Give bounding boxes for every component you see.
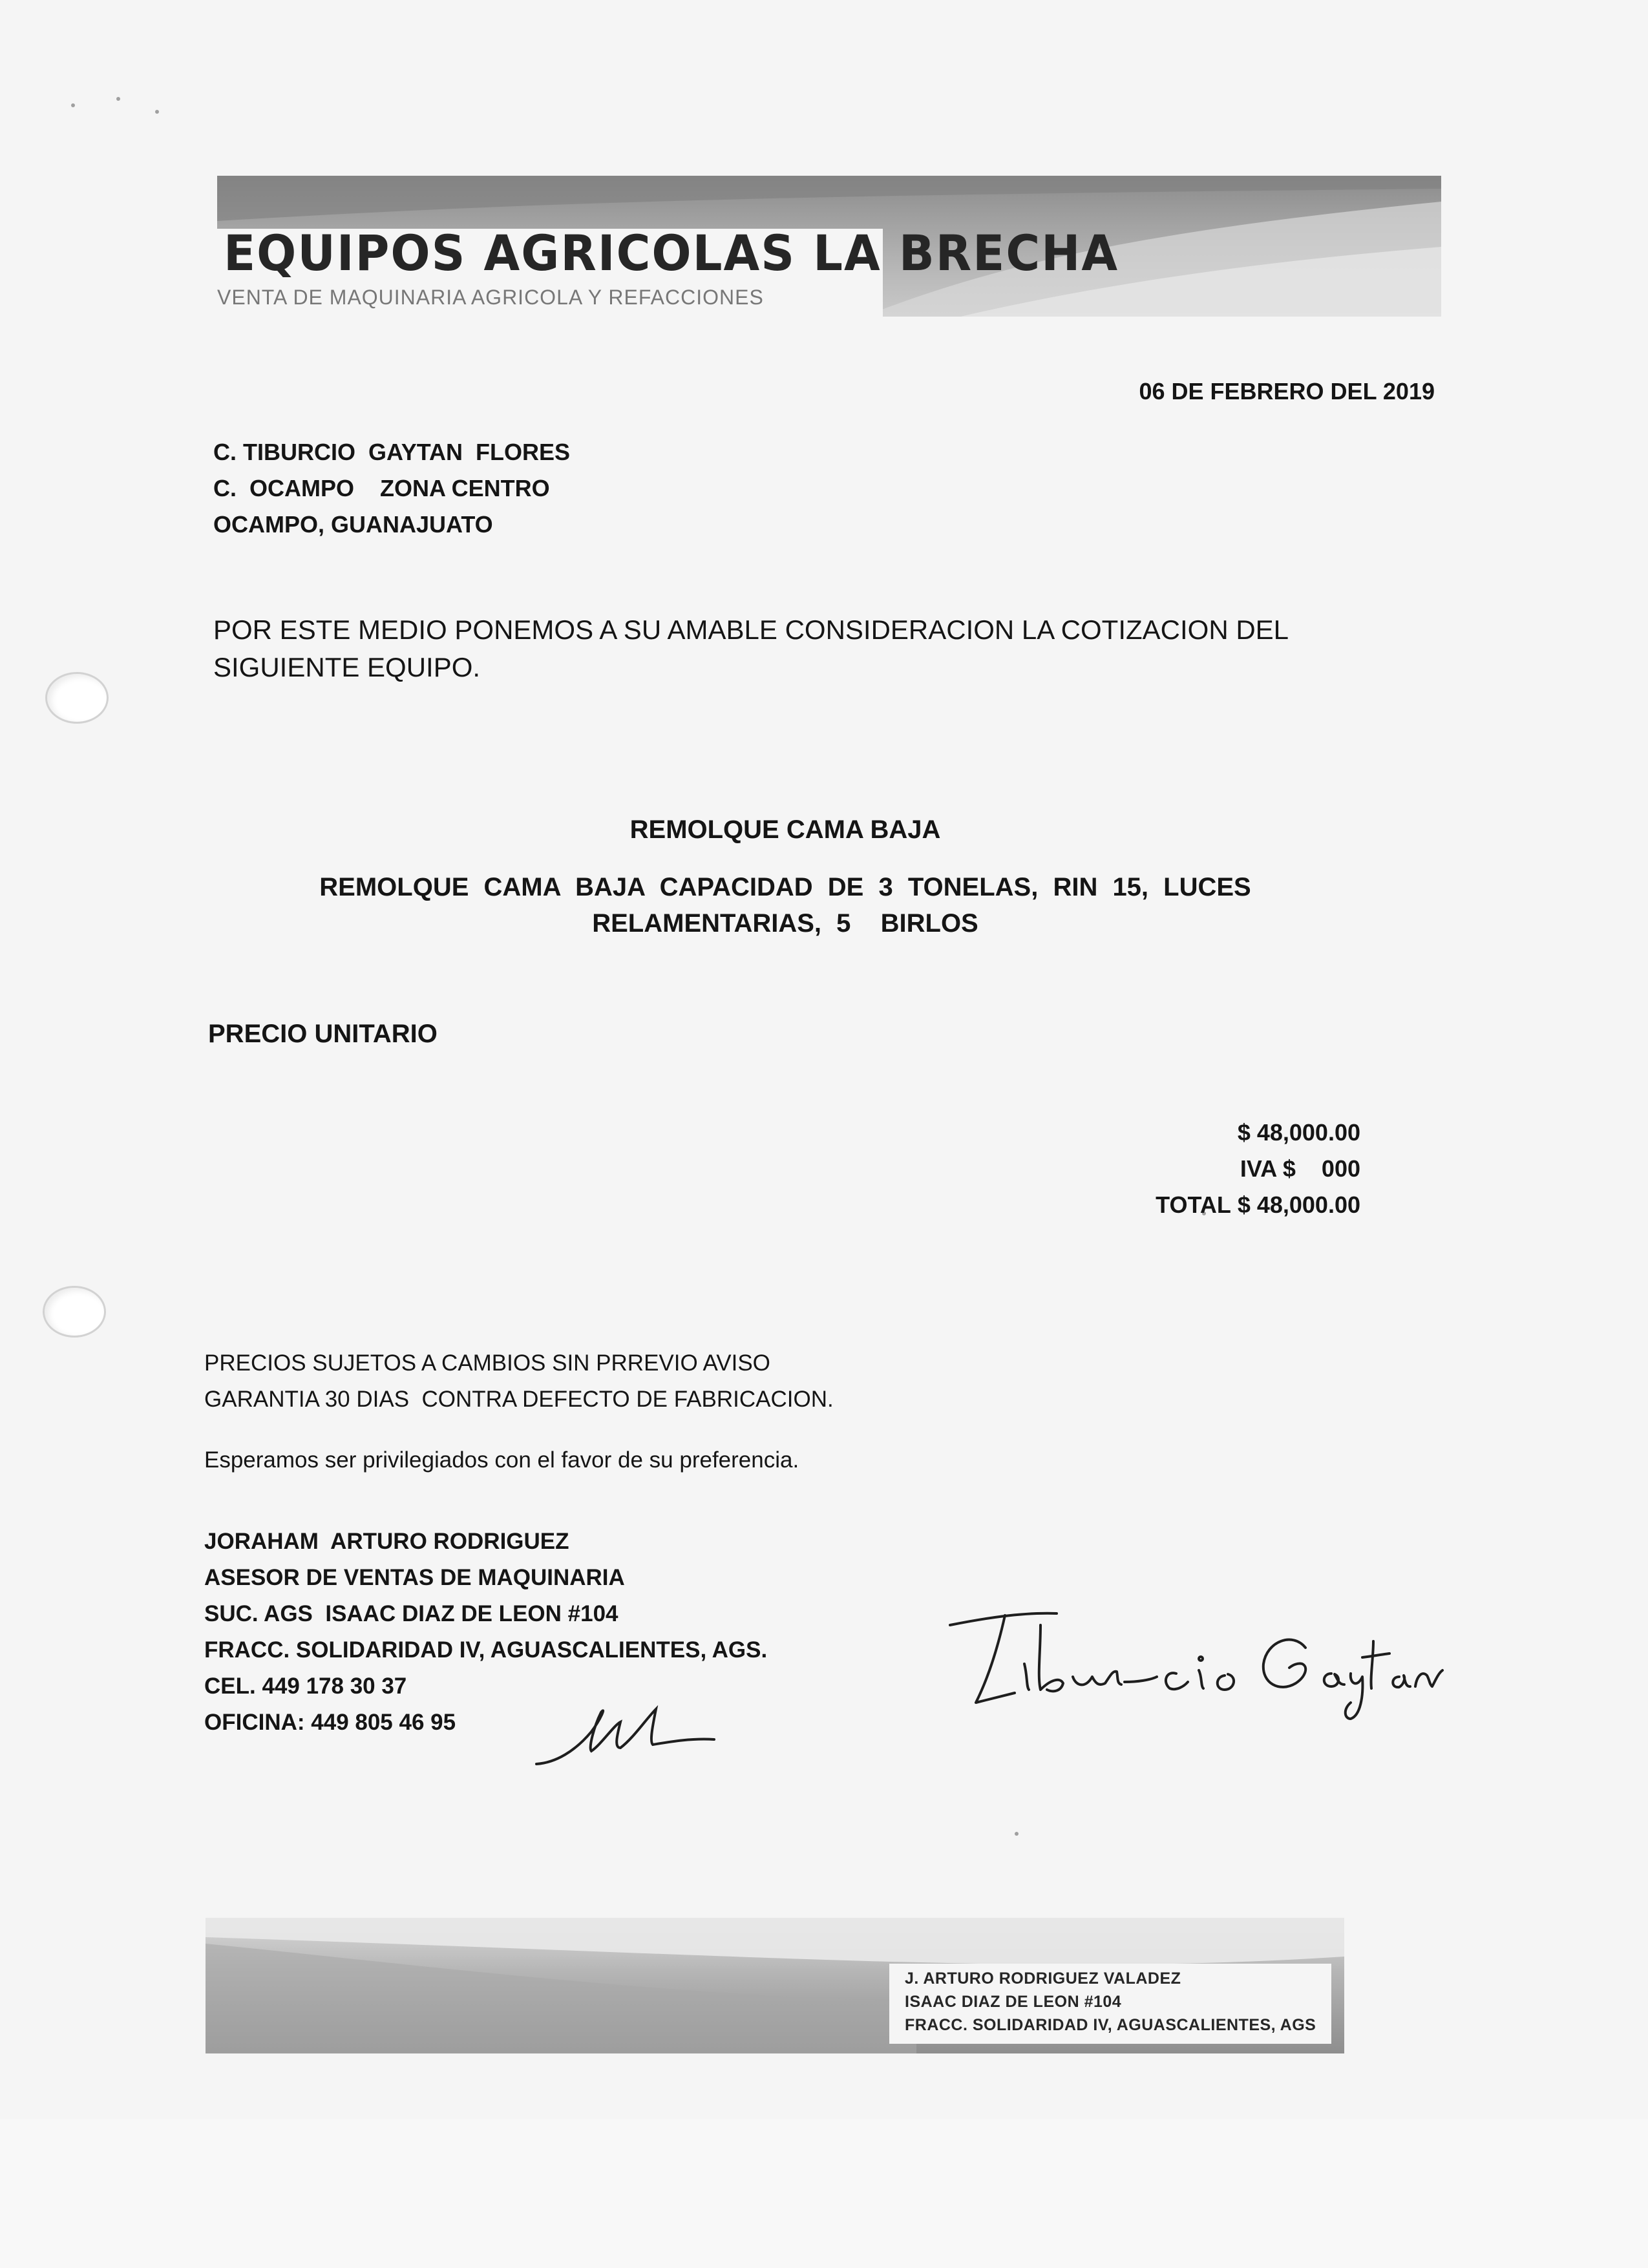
terms-line: GARANTIA 30 DIAS CONTRA DEFECTO DE FABRICACION. <box>204 1387 834 1412</box>
scan-speck <box>155 110 159 114</box>
page-edge-shade <box>0 2119 1648 2268</box>
unit-price-label: PRECIO UNITARIO <box>208 1020 438 1048</box>
recipient-block <box>213 434 570 543</box>
sender-branch: SUC. AGS ISAAC DIAZ DE LEON #104 <box>204 1601 618 1626</box>
intro-line: SIGUIENTE EQUIPO. <box>213 652 481 682</box>
terms-block <box>204 1345 834 1418</box>
intro-line: POR ESTE MEDIO PONEMOS A SU AMABLE CONSIDERACION LA COTIZACION DEL <box>213 614 1289 645</box>
footer-line: J. ARTURO RODRIGUEZ VALADEZ <box>905 1969 1181 1988</box>
letterhead-banner <box>217 176 1441 317</box>
closing-line: Esperamos ser privilegiados con el favor de su preferencia. <box>204 1447 799 1473</box>
sender-address: FRACC. SOLIDARIDAD IV, AGUASCALIENTES, AGS. <box>204 1637 768 1663</box>
terms-line: PRECIOS SUJETOS A CAMBIOS SIN PRREVIO AVISO <box>204 1350 770 1376</box>
sender-role: ASESOR DE VENTAS DE MAQUINARIA <box>204 1565 625 1590</box>
footer-line: FRACC. SOLIDARIDAD IV, AGUASCALIENTES, AGS <box>905 2016 1316 2034</box>
total-value: $ 48,000.00 <box>1237 1192 1360 1218</box>
scan-speck <box>71 103 75 107</box>
iva-label: IVA $ <box>1240 1155 1296 1182</box>
scan-speck <box>1015 1832 1019 1836</box>
totals-block <box>1034 1115 1360 1223</box>
footer-banner <box>206 1918 1344 2053</box>
scan-speck <box>116 97 120 101</box>
intro-paragraph <box>213 611 1377 686</box>
sender-name: JORAHAM ARTURO RODRIGUEZ <box>204 1529 569 1554</box>
company-name: EQUIPOS AGRICOLAS LA BRECHA <box>224 224 1119 282</box>
footer-address <box>905 1967 1316 2037</box>
iva-value: 000 <box>1321 1155 1360 1182</box>
client-signature-icon <box>944 1586 1448 1728</box>
footer-line: ISAAC DIAZ DE LEON #104 <box>905 1993 1122 2011</box>
sender-cell: CEL. 449 178 30 37 <box>204 1674 407 1699</box>
company-tagline: VENTA DE MAQUINARIA AGRICOLA Y REFACCIONES <box>217 286 764 309</box>
product-description-line: REMOLQUE CAMA BAJA CAPACIDAD DE 3 TONELAS, RIN 15, LUCES <box>319 873 1251 901</box>
recipient-street: C. OCAMPO ZONA CENTRO <box>213 475 550 501</box>
punch-hole-bottom <box>43 1286 106 1338</box>
total-label: TOTAL <box>1156 1192 1231 1218</box>
product-description <box>259 869 1312 941</box>
subtotal-row <box>1034 1115 1360 1151</box>
product-title: REMOLQUE CAMA BAJA <box>629 815 941 844</box>
recipient-name: C. TIBURCIO GAYTAN FLORES <box>213 439 571 465</box>
iva-row <box>1034 1151 1360 1187</box>
total-row <box>1034 1187 1360 1223</box>
punch-hole-top <box>45 672 109 724</box>
seller-signature-icon <box>530 1686 724 1783</box>
subtotal-value: $ 48,000.00 <box>1237 1119 1360 1146</box>
recipient-city: OCAMPO, GUANAJUATO <box>213 511 493 538</box>
letter-date: 06 DE FEBRERO DEL 2019 <box>1139 378 1435 404</box>
sender-office: OFICINA: 449 805 46 95 <box>204 1710 456 1735</box>
product-description-line: RELAMENTARIAS, 5 BIRLOS <box>592 909 978 938</box>
